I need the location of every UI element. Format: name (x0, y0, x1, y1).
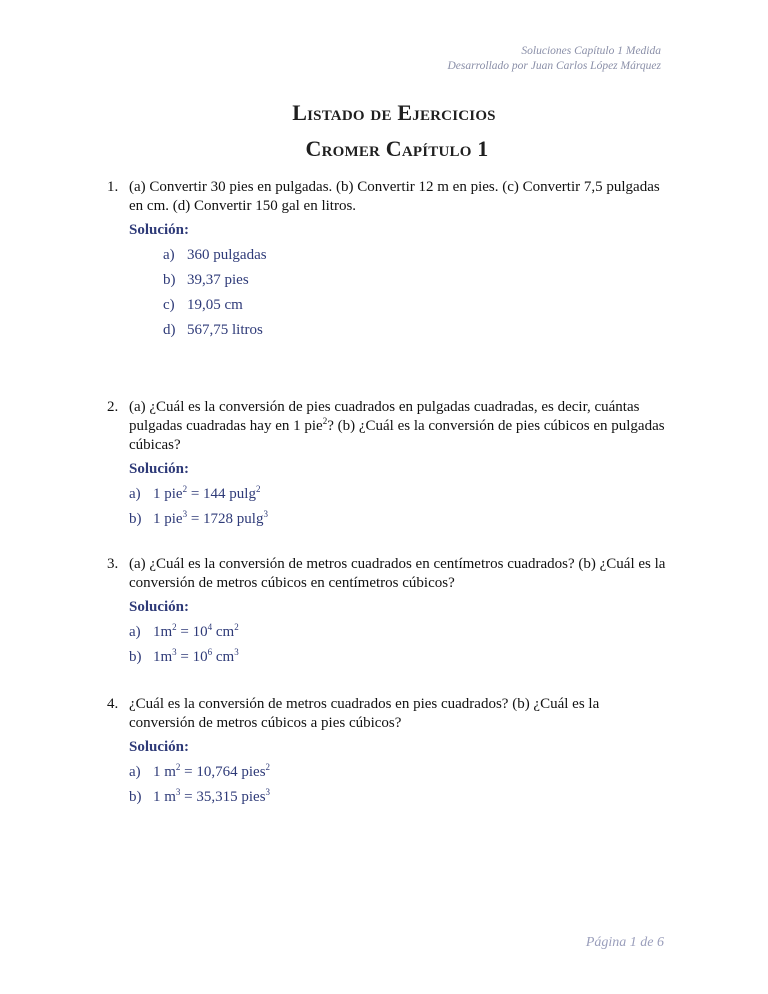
solution-label: Solución: (129, 599, 190, 615)
exercise-question: (a) ¿Cuál es la conversión de metros cuadrados en centímetros cuadrados? (b) ¿Cuál es la conversión de metros cúbicos en centímetros cúbicos? (129, 556, 666, 591)
title-line-2: Cromer Capítulo 1 (305, 136, 489, 161)
solution-label: Solución: (129, 222, 190, 238)
answer-item: b) 1 $m^3 = 35,315$ pies$^3$ (129, 787, 271, 805)
answer-list (107, 246, 667, 340)
solution-label: Solución: (129, 739, 190, 755)
exercise-question: ¿Cuál es la conversión de metros cuadrados en pies cuadrados? (b) ¿Cuál es la conversión de metros cúbicos a pies cúbicos? (129, 696, 600, 731)
answer-item: a) $1m^2 = 10^4$ $cm^2$ (129, 622, 239, 640)
answer-item: d) 567,75 litros (163, 322, 263, 338)
running-header (447, 44, 661, 74)
solution-label: Solución: (129, 461, 190, 477)
answer-item: a) 360 pulgadas (163, 247, 267, 263)
exercise-question: (a) Convertir 30 pies en pulgadas. (b) Convertir 12 m en pies. (c) Convertir 7,5 pulgadas en cm. (d) Convertir 150 gal en litros. (129, 179, 660, 214)
answer-item: a) 1 pie$^2$ = 144 pulg$^2$ (129, 484, 261, 502)
answer-item: b) 1 pie$^3$ = 1728 pulg$^3$ (129, 509, 268, 527)
header-line-chapter: Soluciones Capítulo 1 Medida (521, 45, 661, 57)
exercise-4 (107, 695, 667, 807)
answer-list (107, 623, 667, 667)
answer-item: c) 19,05 cm (163, 297, 243, 313)
answer-list (107, 763, 667, 807)
exercise-question: (a) ¿Cuál es la conversión de pies cuadrados en pulgadas cuadradas, es decir, cuántas pulgadas cuadradas hay en 1 pie$^2$? (b) ¿Cuál es la conversión de pies cúbicos en pulgadas cúbicas? (129, 399, 665, 453)
answer-item: b) $1m^3 = 10^6$ $cm^3$ (129, 647, 239, 665)
answer-item: a) 1 $m^2 = 10,764$ pies$^2$ (129, 762, 271, 780)
answer-list (107, 485, 667, 529)
exercise-number: 2. (107, 399, 119, 415)
title-line-1: Listado de Ejercicios (292, 100, 496, 125)
exercise-3 (107, 555, 667, 667)
exercise-1 (107, 178, 667, 340)
header-line-author: Desarrollado por Juan Carlos López Márquez (447, 60, 661, 72)
exercise-number: 3. (107, 556, 119, 572)
exercise-number: 1. (107, 179, 119, 195)
answer-item: b) 39,37 pies (163, 272, 249, 288)
exercise-number: 4. (107, 696, 119, 712)
page-number: Página 1 de 6 (585, 935, 664, 950)
exercise-2 (107, 398, 667, 529)
